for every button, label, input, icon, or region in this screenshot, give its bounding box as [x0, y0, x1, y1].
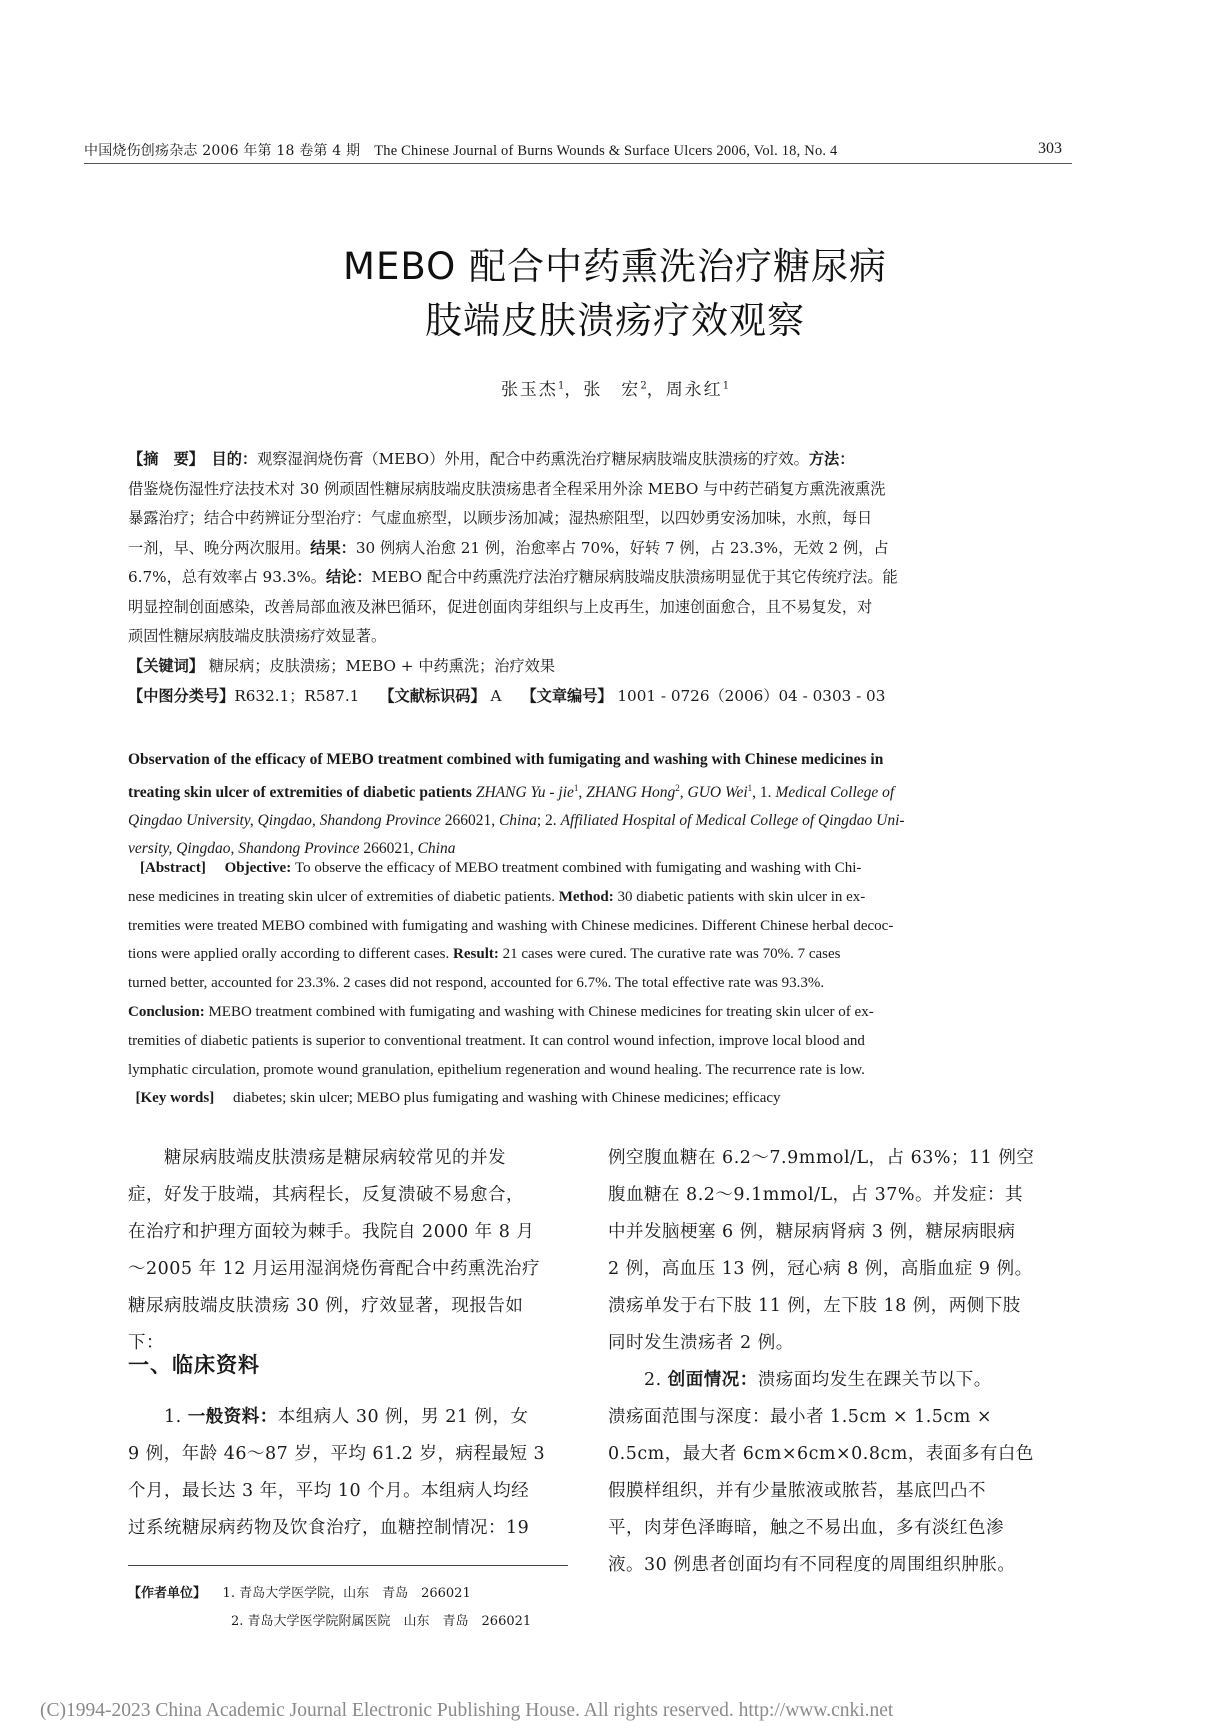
body-line: [608, 1288, 1072, 1325]
body-line: [608, 1177, 1072, 1214]
footnote-line-1: [128, 1580, 531, 1608]
body-line: [608, 1547, 1072, 1584]
text-run: 2: [675, 783, 680, 793]
cn-abstract-line: [128, 563, 1072, 593]
text-run: 30 diabetic patients with skin ulcer in ex-: [617, 888, 866, 905]
footnote-affiliation-2: 2. 青岛大学医学院附属医院 山东 青岛 266021: [231, 1614, 532, 1629]
running-head-cn: 中国烧伤创疡杂志 2006 年第 18 卷第 4 期: [84, 143, 361, 159]
footnote-line-2: [128, 1608, 531, 1636]
cn-abstract-line: [128, 504, 1072, 534]
author-affiliation-mark: 1: [722, 380, 730, 392]
text-run: Observation of the efficacy of MEBO treatment combined with fumigating and washing with Chinese medicines in: [128, 751, 884, 768]
body-line: [608, 1399, 1072, 1436]
en-abstract-line: [128, 883, 1072, 912]
en-abstract: [128, 854, 1072, 1084]
text-run: 1: [747, 783, 753, 793]
text-run: 观察湿润烧伤膏（MEBO）外用，配合中药熏洗治疗糖尿病肢端皮肤溃疡的疗效。: [257, 450, 809, 468]
text-run: 目的：: [211, 450, 258, 468]
running-head: [84, 140, 1084, 160]
text-run: tremities of diabetic patients is superior to conventional treatment. It can control wound infection, improve local blood and: [128, 1032, 865, 1049]
text-run: 顽固性糖尿病肢端皮肤溃疡疗效显著。: [128, 627, 387, 645]
body-line: 糖尿病肢端皮肤溃疡是糖尿病较常见的并发: [128, 1148, 506, 1168]
text-run: 9 例，年龄 46～87 岁，平均 61.2 岁，病程最短 3: [128, 1444, 546, 1464]
body-right-column: [608, 1140, 1072, 1584]
body-line: [608, 1251, 1072, 1288]
body-line: [128, 1510, 568, 1547]
cn-abstract-line: [128, 593, 1072, 623]
text-run: 创面情况：: [667, 1370, 758, 1390]
text-run: 结论：: [325, 568, 372, 586]
body-line: [608, 1325, 1072, 1362]
cn-keywords-text: 糖尿病；皮肤溃疡；MEBO + 中药熏洗；治疗效果: [208, 657, 556, 675]
en-abstract-line: [128, 969, 1072, 998]
header-rule: [84, 163, 1072, 164]
text-run: 溃疡单发于右下肢 11 例，左下肢 18 例，两侧下肢: [608, 1296, 1021, 1316]
en-abstract-line: [128, 912, 1072, 941]
copyright-notice: (C)1994-2023 China Academic Journal Electronic Publishing House. All rights reserved. http://www.cnki.net: [40, 1700, 894, 1721]
clc-value: R632.1；R587.1: [234, 687, 360, 705]
article-number-label: 【文章编号】: [521, 687, 613, 705]
footnote: [128, 1580, 531, 1636]
body-line: 下：: [128, 1333, 164, 1353]
body-line: 糖尿病肢端皮肤溃疡 30 例，疗效显著，现报告如: [128, 1296, 524, 1316]
author-name: 周永红: [665, 380, 723, 400]
doc-code-label: 【文献标识码】: [379, 687, 486, 705]
text-run: , 1.: [752, 784, 776, 802]
footnote-rule: [128, 1565, 568, 1566]
text-run: 一剂，早、晚分两次服用。: [128, 538, 311, 557]
cn-abstract-line: [128, 622, 1072, 652]
text-run: 个月，最长达 3 年，平均 10 个月。本组病人均经: [128, 1481, 530, 1501]
text-run: 6.7%，总有效率占 93.3%。: [128, 568, 326, 586]
text-run: Result:: [453, 946, 503, 963]
en-keywords: [128, 1090, 1072, 1107]
cn-abstract-line: [128, 475, 1072, 505]
author-list: 张玉杰$^1$，张 宏$^2$，周永红$^1$: [500, 380, 730, 400]
text-run: ,: [679, 784, 688, 802]
cn-keywords-label: 【关键词】: [128, 657, 204, 675]
text-run: ,: [578, 784, 587, 802]
author-affiliation-mark: 2: [640, 380, 647, 392]
en-abstract-line: [128, 854, 1072, 883]
author-affiliation-mark: 1: [557, 380, 565, 392]
clc-label: 【中图分类号】: [128, 687, 235, 705]
text-run: 0.5cm，最大者 6cm×6cm×0.8cm，表面多有白色: [608, 1444, 1034, 1464]
en-title-block: [128, 746, 1072, 863]
text-run: 液。30 例患者创面均有不同程度的周围组织肿胀。: [608, 1555, 1016, 1575]
text-run: 21 cases were cured. The curative rate was 70%. 7 cases: [502, 946, 841, 963]
text-run: 结果：: [310, 538, 356, 557]
text-run: Qingdao University, Qingdao, Shandong Province: [128, 812, 441, 830]
text-run: China: [498, 812, 537, 830]
text-run: 中并发脑梗塞 6 例，糖尿病肾病 3 例，糖尿病眼病: [608, 1222, 1016, 1242]
article-number-value: 1001 - 0726（2006）04 - 0303 - 03: [617, 687, 886, 705]
cn-abstract: [128, 445, 1072, 652]
footnote-label: 【作者单位】: [128, 1586, 207, 1601]
text-run: MEBO 配合中药熏洗疗法治疗糖尿病肢端皮肤溃疡明显优于其它传统疗法。能: [371, 568, 898, 586]
body-left-intro: [128, 1140, 568, 1362]
text-run: Conclusion:: [128, 1003, 209, 1020]
text-run: China: [417, 840, 456, 858]
text-run: 266021,: [440, 812, 499, 830]
text-run: 同时发生溃疡者 2 例。: [608, 1333, 794, 1353]
author-name: 张玉杰: [500, 380, 558, 400]
body-line: [128, 1473, 568, 1510]
en-abstract-line: [128, 998, 1072, 1027]
text-run: turned better, accounted for 23.3%. 2 cases did not respond, accounted for 6.7%. The total effective rate was 93.3%.: [128, 975, 825, 992]
body-line: [608, 1214, 1072, 1251]
text-run: Objective:: [224, 860, 295, 876]
text-run: 266021,: [359, 840, 418, 858]
text-run: Medical College of: [775, 784, 895, 802]
text-run: ZHANG Yu - jie: [475, 784, 574, 802]
en-keywords-text: diabetes; skin ulcer; MEBO plus fumigating and washing with Chinese medicines; efficacy: [233, 1090, 781, 1106]
text-run: 1.: [128, 1407, 188, 1427]
doc-code-value: A: [490, 687, 502, 705]
body-line: 症，好发于肢端，其病程长，反复溃破不易愈合，: [128, 1185, 524, 1205]
text-run: Method:: [558, 888, 618, 905]
text-run: 一般资料：: [187, 1407, 278, 1427]
body-line: [128, 1436, 568, 1473]
text-run: nese medicines in treating skin ulcer of extremities of diabetic patients.: [128, 888, 559, 905]
title-line-1: MEBO 配合中药熏洗治疗糖尿病: [343, 245, 887, 288]
text-run: To observe the efficacy of MEBO treatment combined with fumigating and washing with Chi-: [294, 860, 862, 876]
en-title-line: [128, 774, 1072, 807]
body-line: ～2005 年 12 月运用湿润烧伤膏配合中药熏洗治疗: [128, 1259, 540, 1279]
text-run: 过系统糖尿病药物及饮食治疗，血糖控制情况：19: [128, 1518, 530, 1538]
running-head-en: The Chinese Journal of Burns Wounds & Surface Ulcers 2006, Vol. 18, No. 4: [374, 143, 838, 159]
cn-keywords: [128, 652, 1072, 682]
text-run: 溃疡面均发生在踝关节以下。: [757, 1370, 992, 1390]
text-run: GUO Wei: [687, 784, 748, 802]
author-name: 张 宏: [583, 380, 641, 400]
en-title-line: [128, 807, 1072, 835]
section-heading: 一、临床资料: [128, 1353, 260, 1377]
body-line: [608, 1473, 1072, 1510]
text-run: ; 2.: [536, 812, 561, 830]
text-run: 2.: [608, 1370, 668, 1390]
title-line-2: 肢端皮肤溃疡疗效观察: [425, 299, 805, 342]
text-run: 腹血糖在 8.2～9.1mmol/L，占 37%。并发症：其: [608, 1185, 1024, 1205]
text-run: 方法：: [808, 450, 855, 468]
body-line: [608, 1436, 1072, 1473]
body-line: [128, 1399, 568, 1436]
en-abstract-line: [128, 1027, 1072, 1056]
text-run: 本组病人 30 例，男 21 例，女: [277, 1407, 529, 1427]
text-run: 例空腹血糖在 6.2～7.9mmol/L，占 63%；11 例空: [608, 1148, 1035, 1168]
text-run: 假膜样组织，并有少量脓液或脓苔，基底凹凸不: [608, 1481, 986, 1501]
text-run: 溃疡面范围与深度：最小者 1.5cm × 1.5cm ×: [608, 1407, 993, 1427]
text-run: lymphatic circulation, promote wound granulation, epithelium regeneration and wound healing. The recurrence rate is low.: [128, 1061, 865, 1078]
cn-abstract-label: 【摘 要】: [128, 450, 197, 468]
text-run: 借鉴烧伤湿性疗法技术对 30 例顽固性糖尿病肢端皮肤溃疡患者全程采用外涂 MEBO 与中药芒硝复方熏洗液熏洗: [128, 479, 886, 498]
body-line: 在治疗和护理方面较为棘手。我院自 2000 年 8 月: [128, 1222, 535, 1242]
text-run: 明显控制创面感染，改善局部血液及淋巴循环，促进创面肉芽组织与上皮再生，加速创面愈合，且不易复发，对: [128, 597, 873, 616]
footnote-affiliation-1: 1. 青岛大学医学院，山东 青岛 266021: [222, 1586, 471, 1601]
en-title-line: [128, 746, 1072, 774]
en-keywords-label: [Key words]: [135, 1090, 215, 1106]
text-run: tions were applied orally according to different cases.: [128, 946, 454, 963]
text-run: ZHANG Hong: [586, 784, 676, 802]
body-line: [608, 1510, 1072, 1547]
body-line: [608, 1362, 1072, 1399]
text-run: tremities were treated MEBO combined with fumigating and washing with Chinese medicines. Different Chinese herbal decoc-: [128, 917, 894, 934]
en-abstract-line: [128, 1056, 1072, 1085]
text-run: 2 例，高血压 13 例，冠心病 8 例，高脂血症 9 例。: [608, 1259, 1033, 1279]
en-abstract-line: [128, 940, 1072, 969]
text-run: Affiliated Hospital of Medical College of Qingdao Uni-: [560, 812, 905, 830]
cn-abstract-line: [128, 534, 1072, 564]
text-run: 平，肉芽色泽晦暗，触之不易出血，多有淡红色渗: [608, 1518, 1004, 1538]
text-run: 1: [573, 783, 579, 793]
cn-abstract-line: [128, 445, 1072, 475]
body-left-general: [128, 1399, 568, 1547]
body-line: [608, 1140, 1072, 1177]
text-run: 30 例病人治愈 21 例，治愈率占 70%，好转 7 例，占 23.3%，无效 2 例，占: [355, 538, 889, 557]
text-run: [Abstract]: [140, 860, 206, 876]
text-run: [206, 860, 225, 876]
cn-classification: [128, 682, 1072, 712]
text-run: 暴露治疗；结合中药辨证分型治疗：气虚血瘀型，以顾步汤加减；湿热瘀阻型，以四妙勇安汤加味，水煎，每日: [128, 509, 873, 527]
text-run: treating skin ulcer of extremities of diabetic patients: [128, 784, 476, 802]
text-run: versity, Qingdao, Shandong Province: [128, 840, 360, 858]
page-number: 303: [1038, 140, 1062, 157]
text-run: MEBO treatment combined with fumigating and washing with Chinese medicines for treating skin ulcer of ex-: [208, 1003, 874, 1020]
